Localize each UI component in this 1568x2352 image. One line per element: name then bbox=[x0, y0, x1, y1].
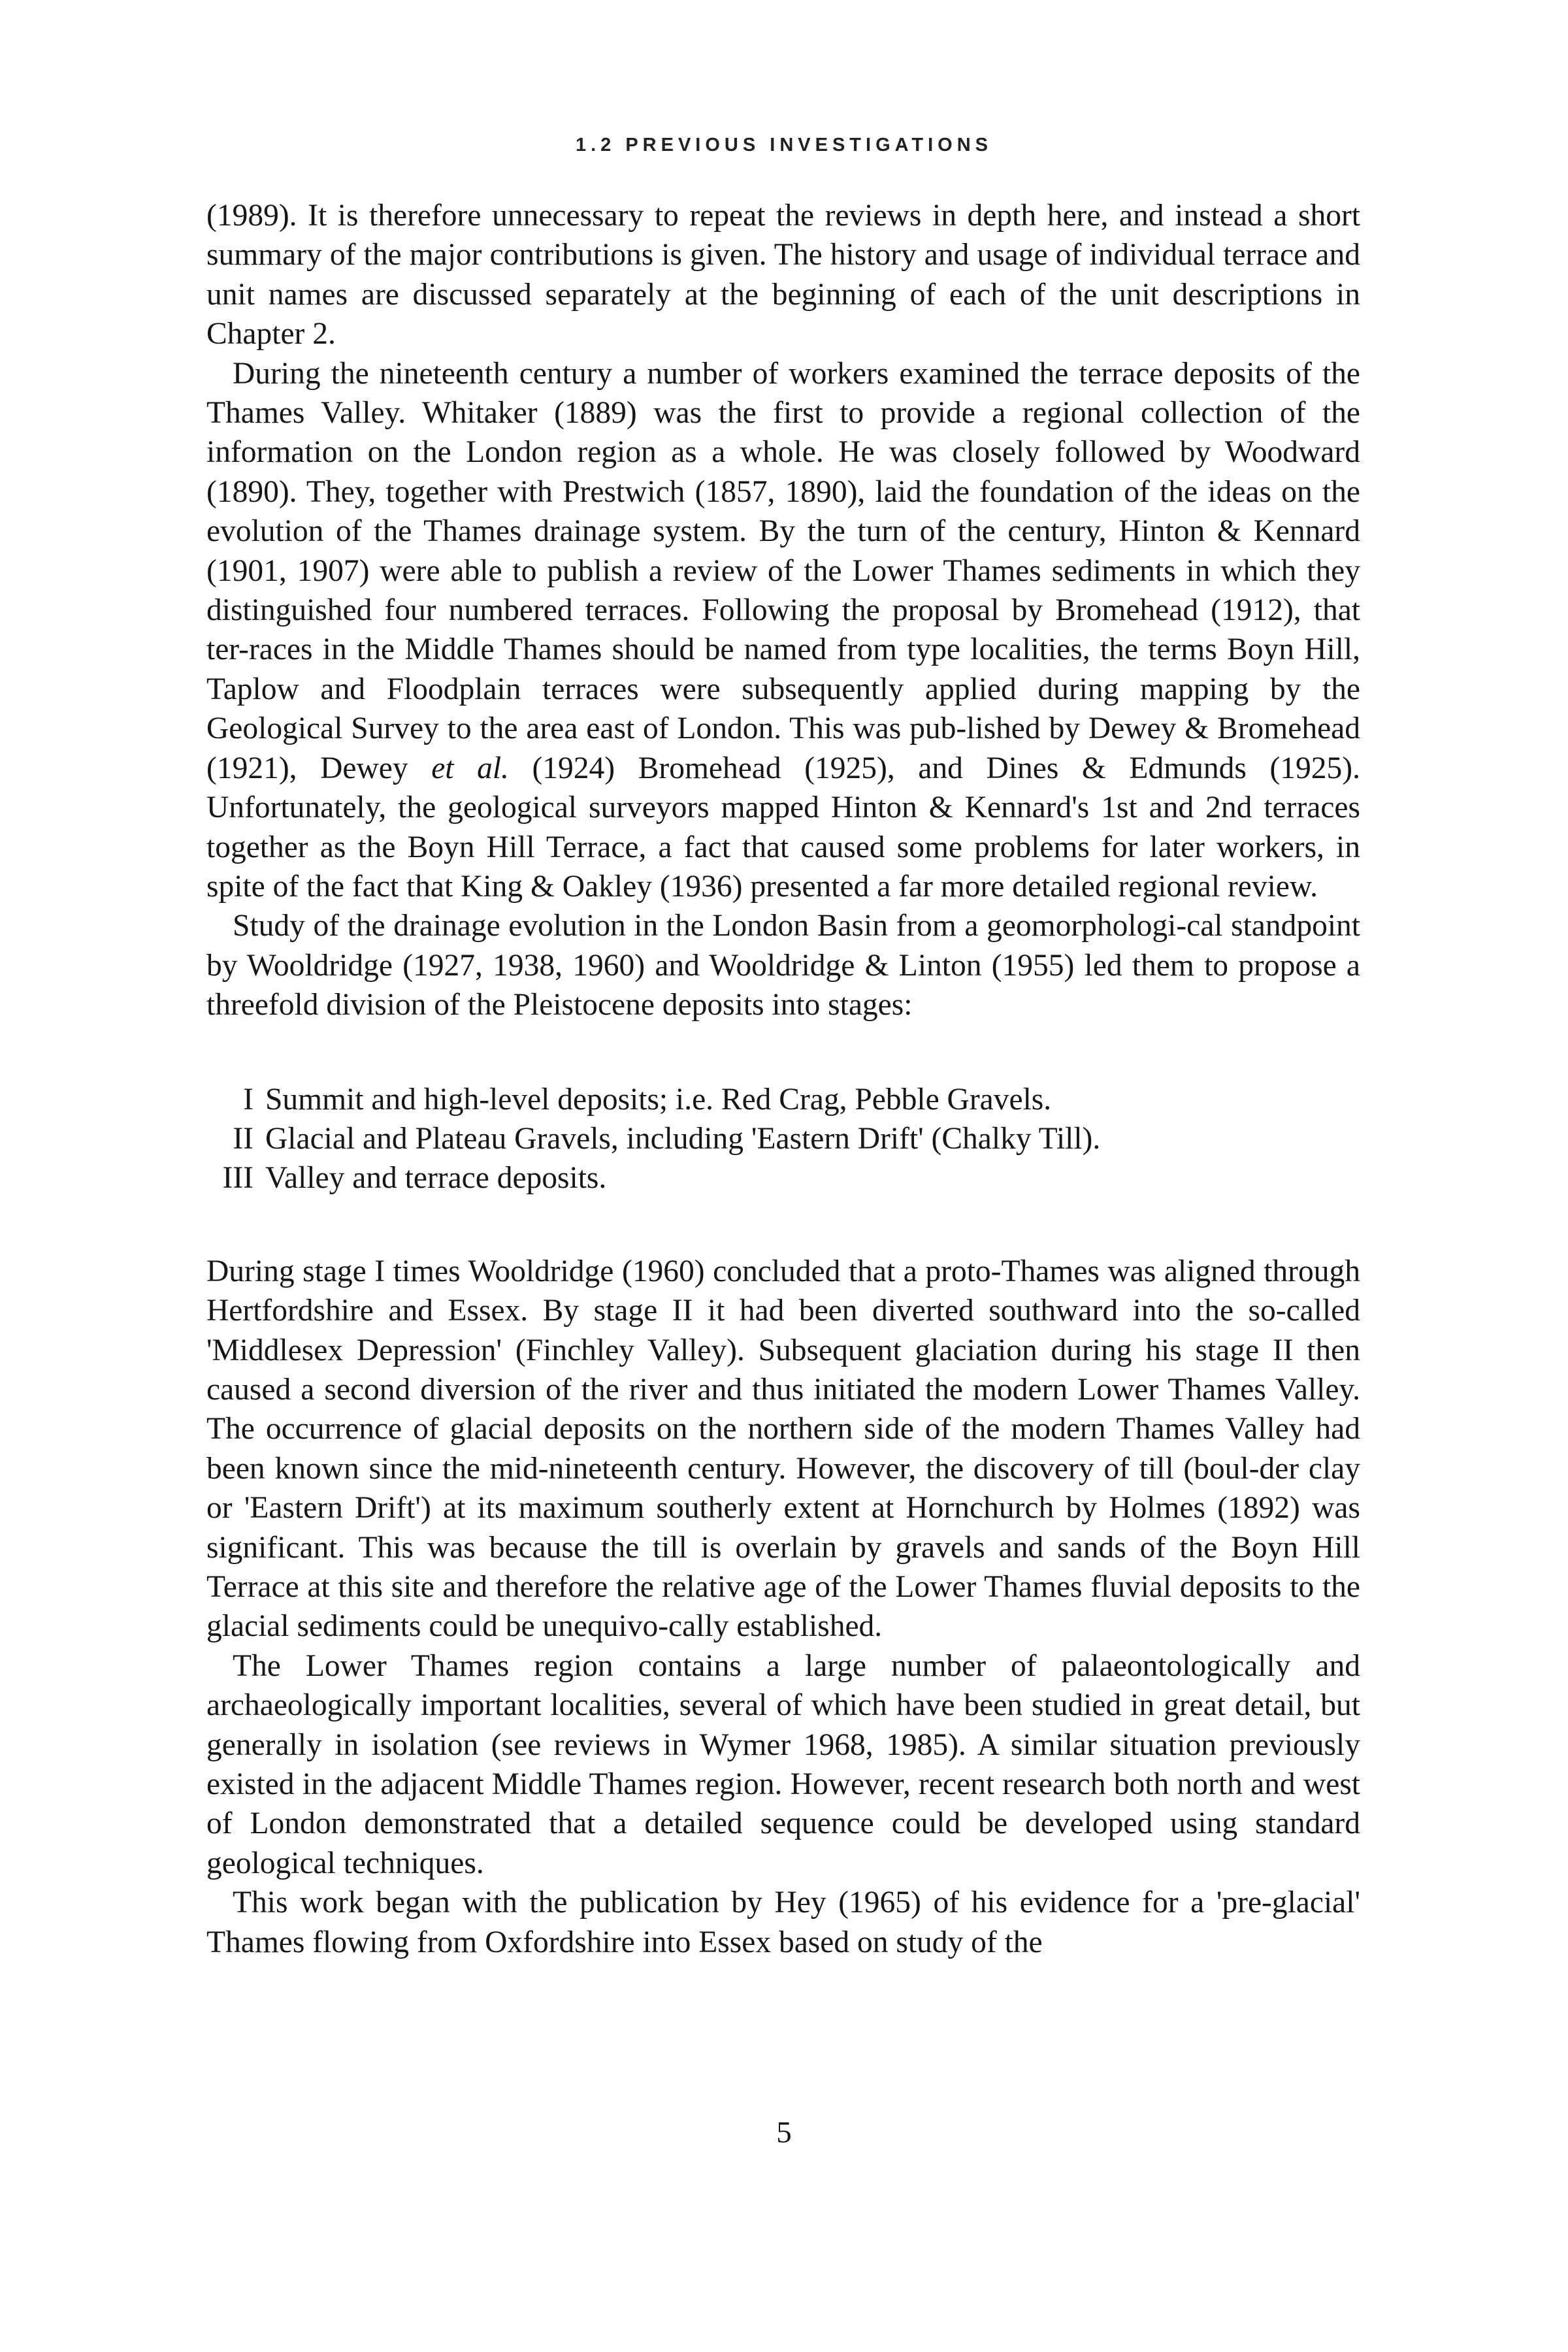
paragraph-2-text-b: (1924) Bromehead (1925), and Dines & Edmunds (1925). Unfortunately, the geological surveyors mapped Hinton & Kennard's 1st and 2nd terraces together as the Boyn Hill Terrace, a fact that caused some problems for later workers, in spite of the fact that King & Oakley (1936) presented a far more detailed regional review. bbox=[206, 751, 1360, 904]
paragraph-2-text-a: During the nineteenth century a number of workers examined the terrace deposits of the Thames Valley. Whitaker (1889) was the first to provide a regional collection of the information on the London region as a whole. He was closely followed by Woodward (1890). They, together with Prestwich (1857, 1890), laid the foundation of the ideas on the evolution of the Thames drainage system. By the turn of the century, Hinton & Kennard (1901, 1907) were able to publish a review of the Lower Thames sediments in which they distinguished four numbered terraces. Following the proposal by Bromehead (1912), that ter-races in the Middle Thames should be named from type localities, the terms Boyn Hill, Taplow and Floodplain terraces were subsequently applied during mapping by the Geological Survey to the area east of London. This was pub-lished by Dewey & Bromehead (1921), Dewey bbox=[206, 356, 1360, 785]
stages-list bbox=[206, 1080, 1360, 1198]
stage-text: Glacial and Plateau Gravels, including 'Eastern Drift' (Chalky Till). bbox=[265, 1121, 1101, 1156]
running-head: 1.2 PREVIOUS INVESTIGATIONS bbox=[575, 135, 993, 155]
paragraph-1: (1989). It is therefore unnecessary to repeat the reviews in depth here, and instead a short summary of the major contributions is given. The history and usage of individual terrace and unit names are discussed separately at the beginning of each of the unit descriptions in Chapter 2. bbox=[206, 199, 1360, 351]
stage-numeral: III bbox=[222, 1161, 253, 1196]
stage-text: Valley and terrace deposits. bbox=[265, 1161, 607, 1196]
stage-numeral: II bbox=[233, 1121, 253, 1156]
et-al-italic: et al. bbox=[431, 751, 509, 785]
list-item bbox=[206, 1158, 1360, 1198]
paragraph-2 bbox=[206, 354, 1360, 907]
page-number: 5 bbox=[776, 2115, 792, 2149]
stage-text: Summit and high-level deposits; i.e. Red Crag, Pebble Gravels. bbox=[265, 1082, 1052, 1117]
stage-numeral: I bbox=[243, 1082, 253, 1117]
list-item bbox=[206, 1080, 1360, 1119]
body-text bbox=[206, 196, 1360, 1962]
paragraph-5: The Lower Thames region contains a large number of palaeontologically and archaeologically important localities, several of which have been studied in great detail, but generally in isolation (see reviews in Wymer 1968, 1985). A similar situation previously existed in the adjacent Middle Thames region. However, recent research both north and west of London demonstrated that a detailed sequence could be developed using standard geological techniques. bbox=[206, 1648, 1360, 1880]
paragraph-3: Study of the drainage evolution in the London Basin from a geomorphologi-cal standpoint by Wooldridge (1927, 1938, 1960) and Wooldridge & Linton (1955) led them to propose a threefold division of the Pleistocene deposits into stages: bbox=[206, 909, 1360, 1022]
paragraph-6: This work began with the publication by Hey (1965) of his evidence for a 'pre-glacial' Thames flowing from Oxfordshire into Essex based on study of the bbox=[206, 1886, 1360, 1959]
list-item bbox=[206, 1119, 1360, 1158]
paragraph-4: During stage I times Wooldridge (1960) concluded that a proto-Thames was aligned through Hertfordshire and Essex. By stage II it had been diverted southward into the so-called 'Middlesex Depression' (Finchley Valley). Subsequent glaciation during his stage II then caused a second diversion of the river and thus initiated the modern Lower Thames Valley. The occurrence of glacial deposits on the northern side of the modern Thames Valley had been known since the mid-nineteenth century. However, the discovery of till (boul-der clay or 'Eastern Drift') at its maximum southerly extent at Hornchurch by Holmes (1892) was significant. This was because the till is overlain by gravels and sands of the Boyn Hill Terrace at this site and therefore the relative age of the Lower Thames fluvial deposits to the glacial sediments could be unequivo-cally established. bbox=[206, 1254, 1360, 1644]
